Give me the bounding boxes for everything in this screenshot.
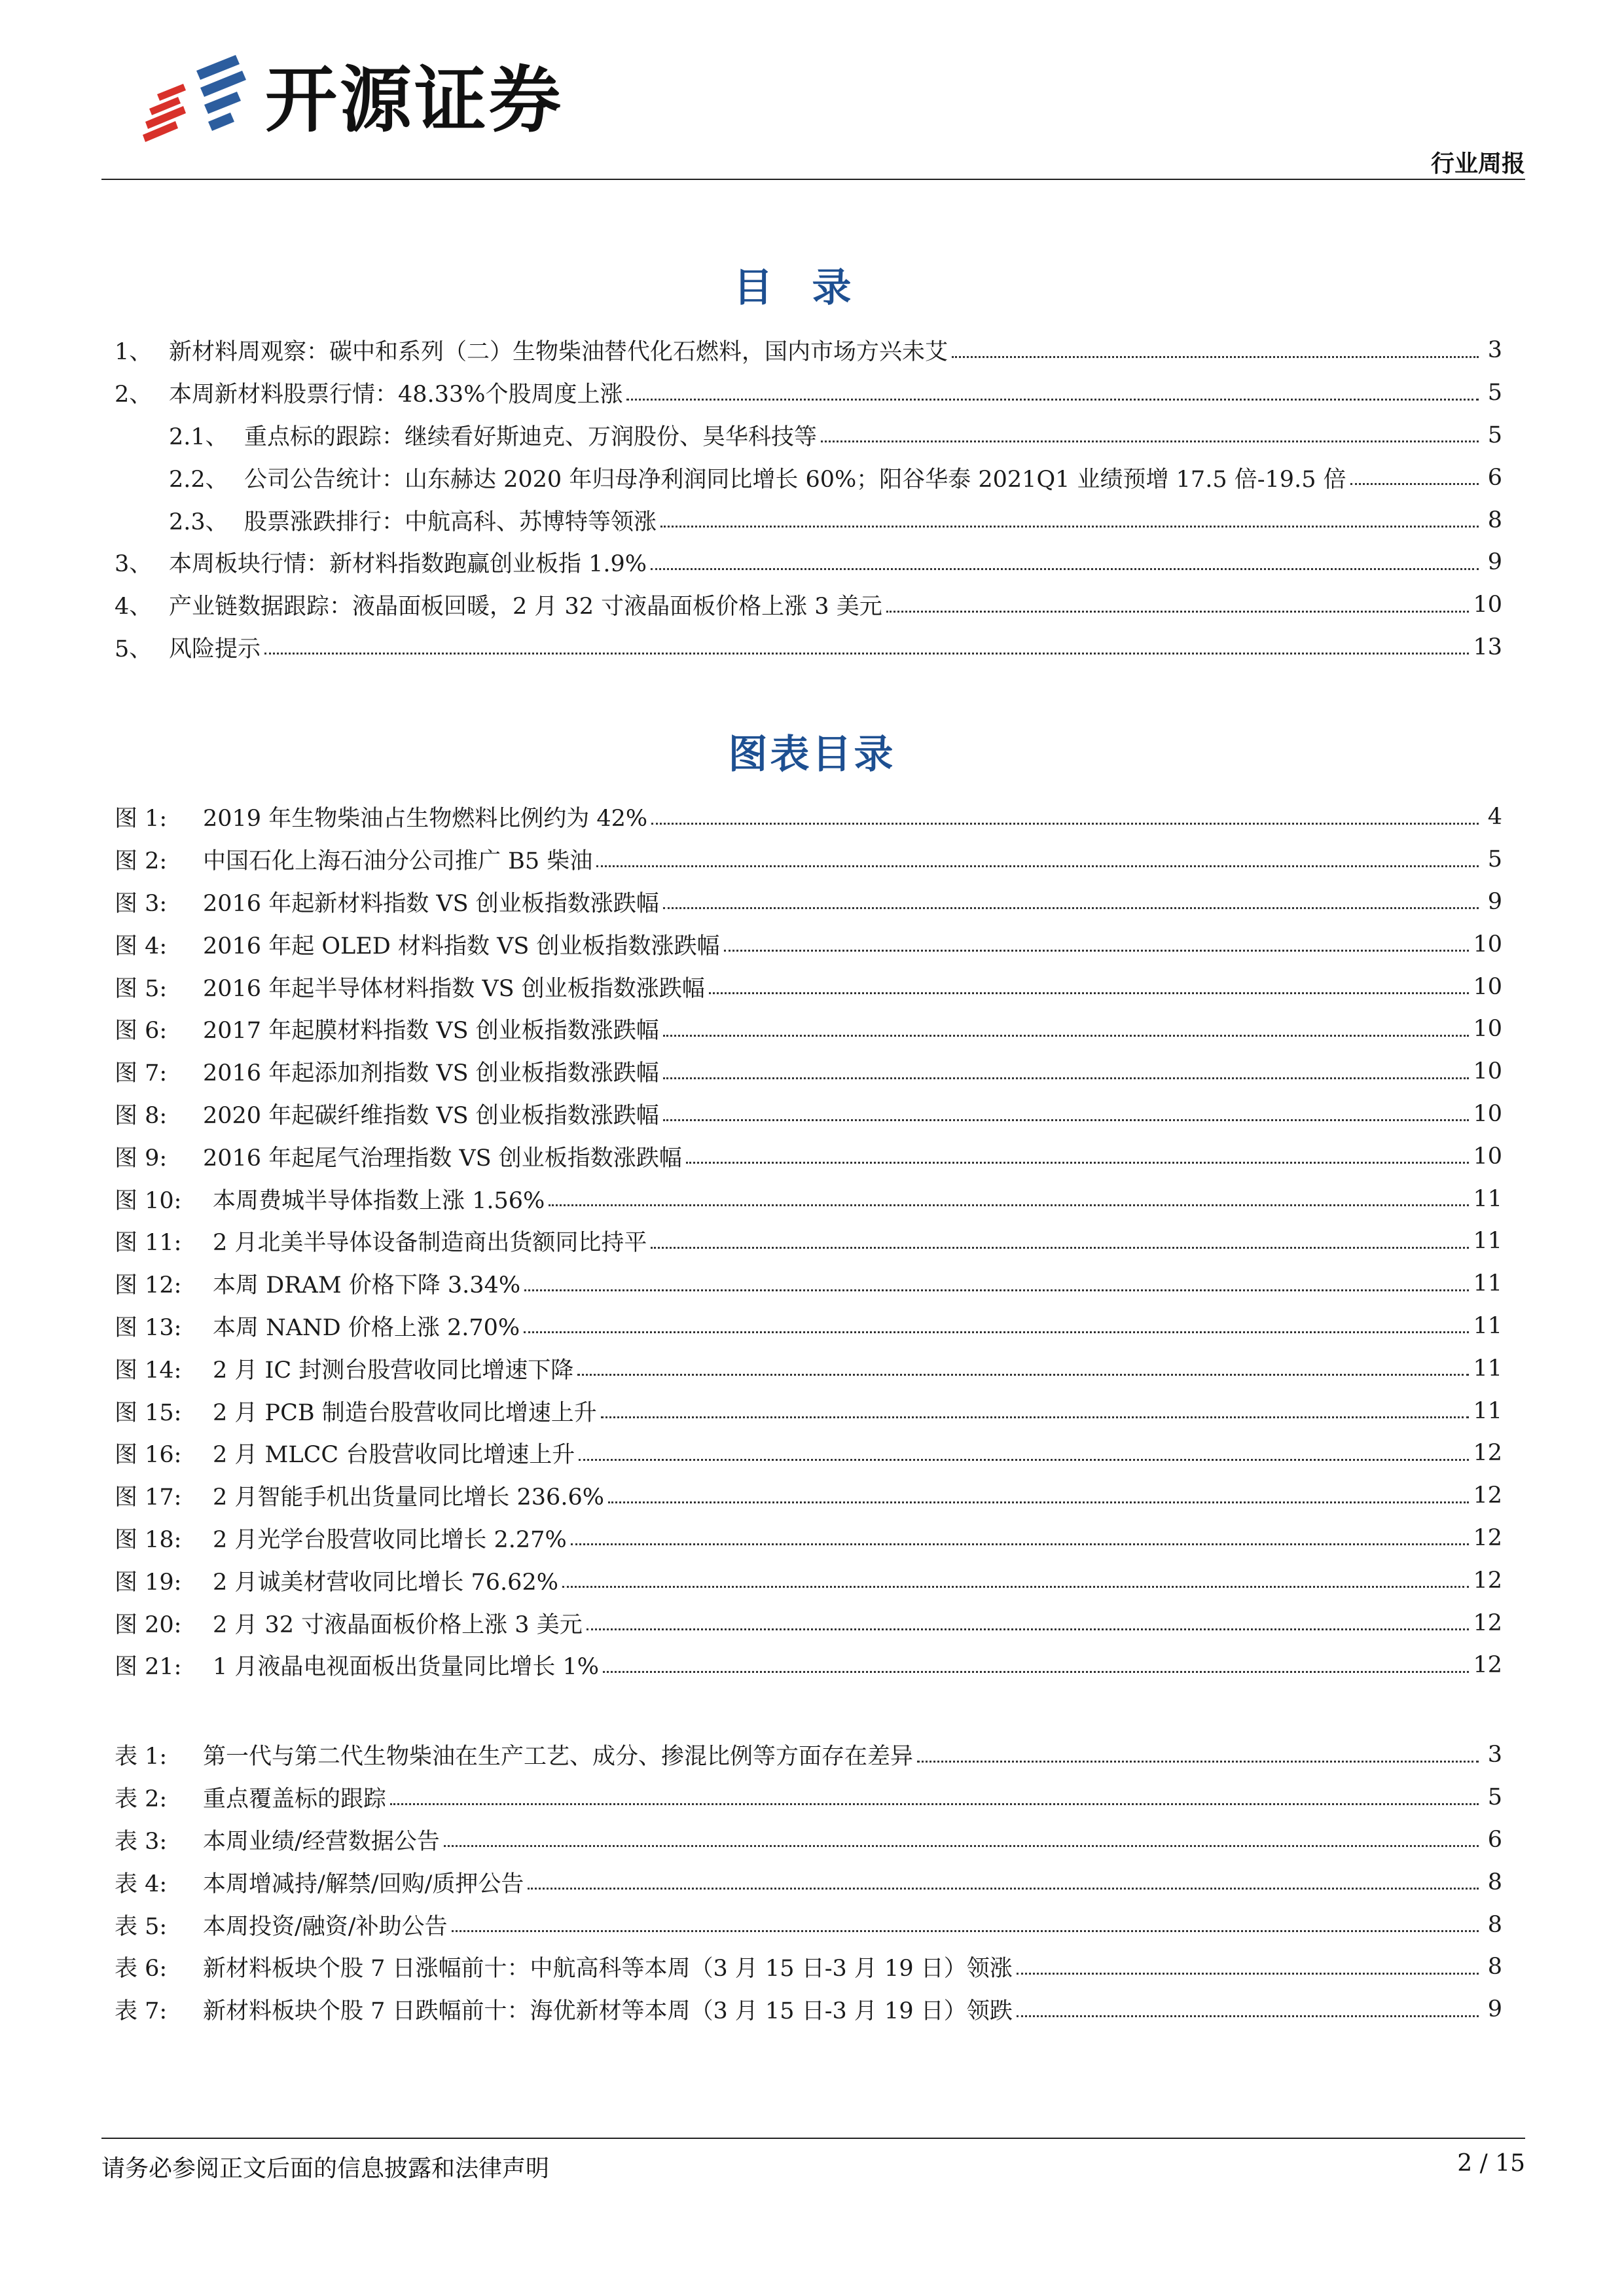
dot-leader — [528, 1888, 1479, 1890]
figure-number: 图 7: — [115, 1060, 168, 1087]
table-caption: 重点覆盖标的跟踪 — [203, 1786, 387, 1813]
table-caption: 本周投资/融资/补助公告 — [203, 1913, 448, 1940]
toc-subentry[interactable] — [115, 414, 1502, 457]
dot-leader — [821, 440, 1479, 442]
table-number: 表 6: — [115, 1956, 168, 1982]
toc-entry-text: 产业链数据跟踪：液晶面板回暖，2 月 32 寸液晶面板价格上涨 3 美元 — [169, 594, 882, 620]
figure-page: 12 — [1473, 1440, 1502, 1467]
page-header — [101, 46, 1525, 180]
figure-entry[interactable] — [115, 1220, 1502, 1263]
figure-caption: 本周费城半导体指数上涨 1.56% — [213, 1187, 545, 1214]
figure-entry[interactable] — [115, 1517, 1502, 1560]
table-page: 8 — [1487, 1869, 1502, 1895]
figure-page: 10 — [1473, 973, 1502, 1000]
toc-entry-text: 公司公告统计：山东赫达 2020 年归母净利润同比增长 60%；阳谷华泰 2021Q1 业绩预增 17.5 倍-19.5 倍 — [244, 466, 1346, 493]
figure-caption: 2019 年生物柴油占生物燃料比例约为 42% — [203, 806, 648, 833]
toc-entry-page: 13 — [1473, 634, 1502, 660]
figure-entry[interactable] — [115, 1432, 1502, 1475]
table-number: 表 4: — [115, 1871, 168, 1897]
toc-entry[interactable] — [115, 541, 1502, 584]
table-number: 表 5: — [115, 1913, 168, 1940]
table-entry[interactable] — [115, 1946, 1502, 1988]
dot-leader — [577, 1374, 1469, 1376]
toc-entry-page: 3 — [1487, 337, 1502, 364]
figure-list — [115, 796, 1502, 1687]
figure-page: 11 — [1473, 1228, 1502, 1255]
figure-number: 图 4: — [115, 933, 168, 960]
figure-number: 图 18: — [115, 1526, 182, 1553]
toc-entry-text: 本周新材料股票行情：48.33%个股周度上涨 — [169, 382, 623, 408]
toc-entry-text: 新材料周观察：碳中和系列（二）生物柴油替代化石燃料，国内市场方兴未艾 — [169, 339, 948, 366]
dot-leader — [549, 1204, 1469, 1206]
table-number: 表 3: — [115, 1828, 168, 1855]
toc-entry[interactable] — [115, 329, 1502, 372]
dot-leader — [651, 1247, 1469, 1249]
toc-entry-text: 风险提示 — [169, 636, 261, 662]
dot-leader — [660, 526, 1479, 528]
table-entry[interactable] — [115, 1903, 1502, 1946]
toc-entry-page: 9 — [1487, 549, 1502, 576]
figure-entry[interactable] — [115, 1644, 1502, 1687]
figure-entry[interactable] — [115, 1177, 1502, 1220]
footer-divider — [101, 2138, 1525, 2139]
figure-page: 10 — [1473, 1143, 1502, 1170]
toc-list — [115, 329, 1502, 668]
figure-number: 图 20: — [115, 1611, 182, 1638]
figure-number: 图 12: — [115, 1272, 182, 1299]
figure-number: 图 14: — [115, 1357, 182, 1384]
figure-number: 图 1: — [115, 806, 168, 833]
table-number: 表 7: — [115, 1998, 168, 2025]
toc-entry-page: 6 — [1487, 464, 1502, 491]
report-type-label: 行业周报 — [1430, 151, 1525, 177]
figure-page: 10 — [1473, 931, 1502, 958]
figure-page: 5 — [1487, 846, 1502, 873]
figure-entry[interactable] — [115, 1050, 1502, 1093]
figure-entry[interactable] — [115, 923, 1502, 965]
toc-entry-text: 重点标的跟踪：继续看好斯迪克、万润股份、昊华科技等 — [244, 423, 818, 450]
toc-subentry[interactable] — [115, 456, 1502, 499]
dot-leader — [686, 1162, 1470, 1164]
dot-leader — [601, 1416, 1470, 1418]
dot-leader — [663, 1077, 1470, 1079]
figure-entry[interactable] — [115, 965, 1502, 1008]
toc-entry-number: 3、 — [115, 551, 153, 578]
dot-leader — [626, 399, 1479, 401]
table-caption: 新材料板块个股 7 日涨幅前十：中航高科等本周（3 月 15 日-3 月 19 日）领涨 — [203, 1956, 1013, 1982]
toc-entry[interactable] — [115, 584, 1502, 626]
figure-number: 图 8: — [115, 1102, 168, 1129]
table-entry[interactable] — [115, 1988, 1502, 2031]
dot-leader — [390, 1803, 1479, 1805]
figure-number: 图 13: — [115, 1314, 182, 1341]
figure-caption: 中国石化上海石油分公司推广 B5 柴油 — [203, 848, 593, 875]
figure-caption: 1 月液晶电视面板出货量同比增长 1% — [213, 1654, 600, 1681]
table-number: 表 1: — [115, 1744, 168, 1770]
figure-entry[interactable] — [115, 1135, 1502, 1177]
figure-page: 11 — [1473, 1397, 1502, 1424]
figure-number: 图 9: — [115, 1145, 168, 1172]
figure-caption: 2 月 MLCC 台股营收同比增速上升 — [213, 1442, 575, 1469]
figure-caption: 2 月 IC 封测台股营收同比增速下降 — [213, 1357, 574, 1384]
figure-caption: 2 月北美半导体设备制造商出货额同比持平 — [213, 1230, 647, 1257]
figure-caption: 2 月 PCB 制造台股营收同比增速上升 — [213, 1399, 597, 1426]
dot-leader — [264, 653, 1469, 655]
figure-list-title: 图表目录 — [728, 732, 896, 778]
toc-entry-page: 10 — [1473, 592, 1502, 619]
table-page: 6 — [1487, 1826, 1502, 1853]
figure-caption: 2016 年起尾气治理指数 VS 创业板指数涨跌幅 — [203, 1145, 682, 1172]
figure-page: 11 — [1473, 1355, 1502, 1382]
figure-page: 10 — [1473, 1100, 1502, 1127]
dot-leader — [1017, 1973, 1479, 1975]
table-number: 表 2: — [115, 1786, 168, 1813]
dot-leader — [596, 865, 1479, 867]
figure-number: 图 17: — [115, 1484, 182, 1511]
dot-leader — [452, 1930, 1479, 1932]
dot-leader — [586, 1628, 1470, 1630]
figure-entry[interactable] — [115, 1475, 1502, 1517]
figure-number: 图 3: — [115, 890, 168, 917]
figure-caption: 2016 年起新材料指数 VS 创业板指数涨跌幅 — [203, 890, 659, 917]
footer-disclaimer: 请务必参阅正文后面的信息披露和法律声明 — [101, 2155, 550, 2182]
brand-name: 开源证券 — [265, 58, 564, 142]
figure-page: 12 — [1473, 1524, 1502, 1551]
toc-entry-number: 2.1、 — [169, 423, 228, 450]
figure-entry[interactable] — [115, 838, 1502, 881]
dot-leader — [603, 1671, 1469, 1673]
figure-page: 12 — [1473, 1652, 1502, 1679]
figure-caption: 2 月智能手机出货量同比增长 236.6% — [213, 1484, 604, 1511]
figure-page: 10 — [1473, 1058, 1502, 1085]
figure-caption: 2016 年起 OLED 材料指数 VS 创业板指数涨跌幅 — [203, 933, 720, 960]
figure-number: 图 5: — [115, 975, 168, 1002]
figure-number: 图 6: — [115, 1018, 168, 1045]
toc-entry[interactable] — [115, 372, 1502, 414]
dot-leader — [724, 950, 1470, 952]
dot-leader — [663, 1119, 1470, 1121]
figure-number: 图 11: — [115, 1230, 182, 1257]
figure-page: 10 — [1473, 1016, 1502, 1043]
figure-number: 图 2: — [115, 848, 168, 875]
figure-entry[interactable] — [115, 1390, 1502, 1432]
figure-caption: 2 月 32 寸液晶面板价格上涨 3 美元 — [213, 1611, 583, 1638]
table-entry[interactable] — [115, 1776, 1502, 1819]
toc-entry-number: 1、 — [115, 339, 153, 366]
kaiyuan-securities-logo — [137, 51, 262, 149]
toc-entry-page: 5 — [1487, 422, 1502, 448]
figure-page: 12 — [1473, 1482, 1502, 1509]
toc-entry-number: 2、 — [115, 382, 153, 408]
table-page: 8 — [1487, 1911, 1502, 1938]
table-caption: 本周增减持/解禁/回购/质押公告 — [203, 1871, 524, 1897]
dot-leader — [571, 1543, 1470, 1545]
toc-title: 目录 — [733, 265, 891, 311]
figure-entry[interactable] — [115, 1093, 1502, 1136]
table-page: 9 — [1487, 1996, 1502, 2023]
figure-page: 9 — [1487, 888, 1502, 915]
table-caption: 新材料板块个股 7 日跌幅前十：海优新材等本周（3 月 15 日-3 月 19 日）领跌 — [203, 1998, 1013, 2025]
figure-caption: 2016 年起添加剂指数 VS 创业板指数涨跌幅 — [203, 1060, 659, 1087]
dot-leader — [917, 1761, 1479, 1763]
table-page: 5 — [1487, 1784, 1502, 1811]
dot-leader — [444, 1845, 1479, 1847]
toc-entry-text: 股票涨跌排行：中航高科、苏博特等领涨 — [244, 509, 657, 535]
table-caption: 第一代与第二代生物柴油在生产工艺、成分、掺混比例等方面存在差异 — [203, 1744, 914, 1770]
table-list — [115, 1734, 1502, 2031]
figure-caption: 本周 NAND 价格上涨 2.70% — [213, 1314, 520, 1341]
figure-page: 11 — [1473, 1312, 1502, 1339]
dot-leader — [1017, 2015, 1479, 2017]
figure-entry[interactable] — [115, 881, 1502, 924]
table-page: 8 — [1487, 1954, 1502, 1981]
table-entry[interactable] — [115, 1819, 1502, 1861]
figure-caption: 2 月光学台股营收同比增长 2.27% — [213, 1526, 567, 1553]
figure-caption: 2020 年起碳纤维指数 VS 创业板指数涨跌幅 — [203, 1102, 659, 1129]
dot-leader — [524, 1331, 1469, 1333]
figure-entry[interactable] — [115, 1347, 1502, 1390]
dot-leader — [579, 1459, 1469, 1461]
figure-caption: 2017 年起膜材料指数 VS 创业板指数涨跌幅 — [203, 1018, 659, 1045]
figure-entry[interactable] — [115, 1263, 1502, 1305]
dot-leader — [952, 356, 1479, 358]
dot-leader — [709, 992, 1470, 994]
figure-caption: 2 月诚美材营收同比增长 76.62% — [213, 1569, 558, 1596]
table-entry[interactable] — [115, 1861, 1502, 1903]
dot-leader — [651, 823, 1479, 825]
figure-entry[interactable] — [115, 1559, 1502, 1602]
figure-number: 图 19: — [115, 1569, 182, 1596]
figure-caption: 本周 DRAM 价格下降 3.34% — [213, 1272, 521, 1299]
figure-page: 12 — [1473, 1567, 1502, 1594]
table-page: 3 — [1487, 1742, 1502, 1768]
toc-entry-number: 2.2、 — [169, 466, 228, 493]
figure-entry[interactable] — [115, 1008, 1502, 1050]
dot-leader — [524, 1289, 1469, 1291]
toc-entry[interactable] — [115, 626, 1502, 669]
figure-number: 图 21: — [115, 1654, 182, 1681]
figure-page: 4 — [1487, 804, 1502, 831]
dot-leader — [562, 1586, 1469, 1588]
figure-entry[interactable] — [115, 796, 1502, 838]
toc-entry-page: 8 — [1487, 507, 1502, 533]
figure-entry[interactable] — [115, 1305, 1502, 1348]
toc-entry-page: 5 — [1487, 380, 1502, 406]
figure-number: 图 10: — [115, 1187, 182, 1214]
figure-entry[interactable] — [115, 1602, 1502, 1644]
dot-leader — [663, 907, 1479, 909]
toc-entry-text: 本周板块行情：新材料指数跑赢创业板指 1.9% — [169, 551, 647, 578]
toc-entry-number: 5、 — [115, 636, 153, 662]
figure-number: 图 15: — [115, 1399, 182, 1426]
dot-leader — [651, 568, 1479, 570]
dot-leader — [608, 1501, 1469, 1503]
figure-page: 12 — [1473, 1609, 1502, 1636]
table-caption: 本周业绩/经营数据公告 — [203, 1828, 440, 1855]
toc-entry-number: 4、 — [115, 594, 153, 620]
figure-caption: 2016 年起半导体材料指数 VS 创业板指数涨跌幅 — [203, 975, 705, 1002]
table-entry[interactable] — [115, 1734, 1502, 1776]
toc-subentry[interactable] — [115, 499, 1502, 541]
header-divider — [101, 179, 1525, 180]
dot-leader — [886, 611, 1470, 613]
dot-leader — [663, 1035, 1470, 1037]
figure-page: 11 — [1473, 1270, 1502, 1297]
dot-leader — [1350, 483, 1479, 485]
figure-number: 图 16: — [115, 1442, 182, 1469]
page-number: 2 / 15 — [1457, 2150, 1525, 2177]
figure-page: 11 — [1473, 1185, 1502, 1212]
toc-entry-number: 2.3、 — [169, 509, 228, 535]
